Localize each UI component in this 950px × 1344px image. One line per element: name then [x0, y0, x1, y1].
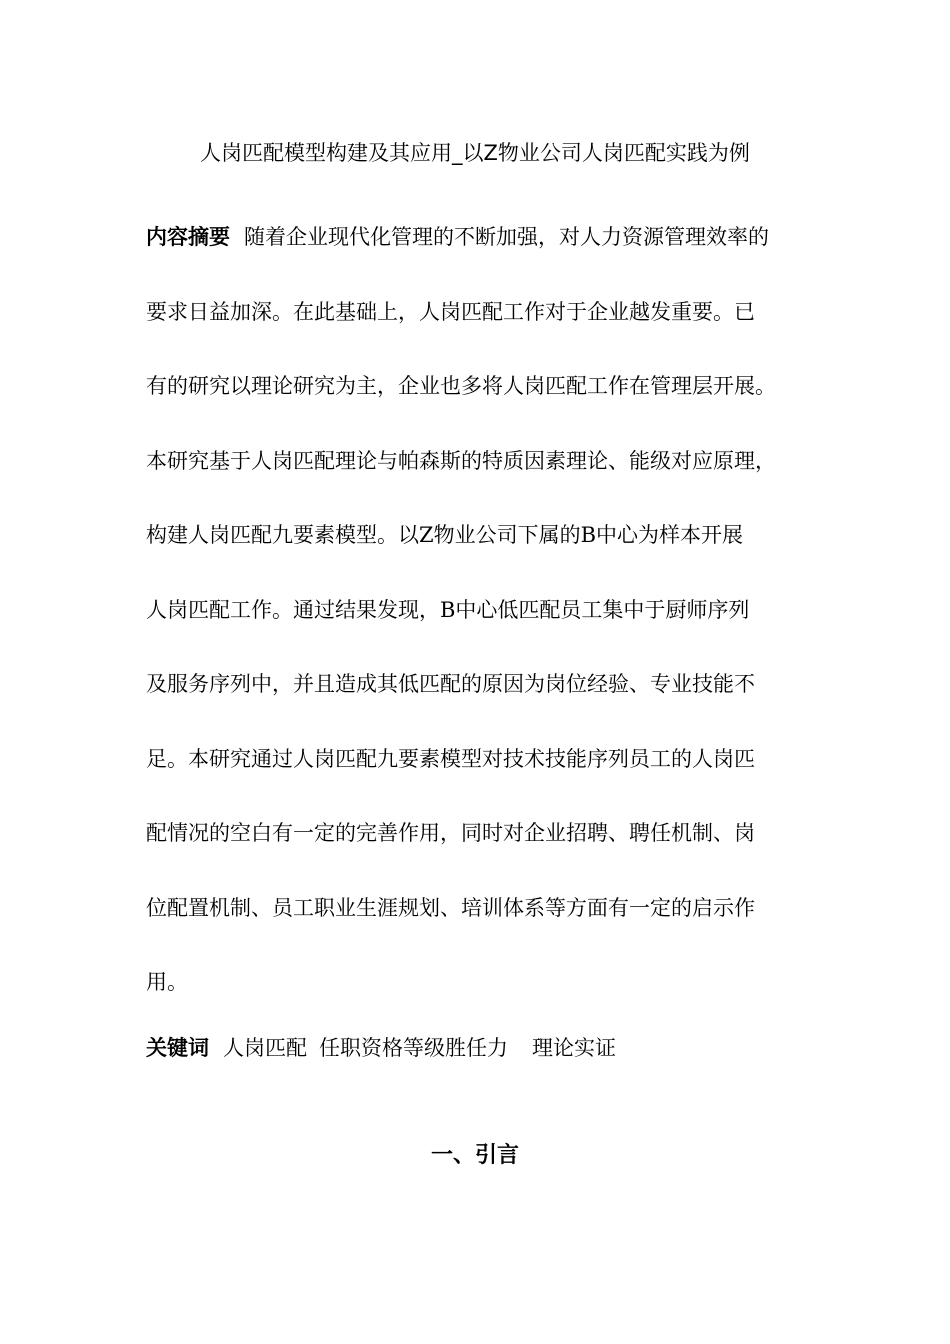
keyword-item: 人岗匹配	[223, 1036, 307, 1060]
abstract-label: 内容摘要	[146, 225, 230, 249]
abstract-line: 本研究基于人岗匹配理论与帕森斯的特质因素理论、能级对应原理，	[146, 448, 776, 473]
abstract-line: 构建人岗匹配九要素模型。以Z物业公司下属的B中心为样本开展	[146, 523, 744, 547]
abstract-section	[146, 222, 824, 997]
abstract-line: 用。	[146, 970, 188, 994]
keywords-label: 关键词	[146, 1036, 209, 1060]
abstract-line: 要求日益加深。在此基础上，人岗匹配工作对于企业越发重要。已	[146, 299, 755, 324]
abstract-line: 有的研究以理论研究为主，企业也多将人岗匹配工作在管理层开展。	[146, 374, 776, 398]
abstract-line: 人岗匹配工作。通过结果发现，B中心低匹配员工集中于厨师序列	[146, 597, 750, 622]
keywords-section	[146, 1033, 824, 1063]
abstract-line: 足。本研究通过人岗匹配九要素模型对技术技能序列员工的人岗匹	[146, 746, 755, 771]
abstract-line: 配情况的空白有一定的完善作用，同时对企业招聘、聘任机制、岗	[146, 821, 755, 845]
keyword-item: 理论实证	[532, 1036, 616, 1060]
abstract-text-line: 随着企业现代化管理的不断加强，对人力资源管理效率的	[244, 225, 769, 249]
abstract-line: 位配置机制、员工职业生涯规划、培训体系等方面有一定的启示作	[146, 895, 755, 920]
abstract-line	[146, 222, 824, 252]
keyword-item: 任职资格等级胜任力	[319, 1036, 508, 1060]
abstract-line: 及服务序列中，并且造成其低匹配的原因为岗位经验、专业技能不	[146, 672, 755, 696]
section-heading-introduction: 一、引言	[430, 1143, 519, 1169]
paper-title: 人岗匹配模型构建及其应用_以Z物业公司人岗匹配实践为例	[200, 141, 750, 165]
